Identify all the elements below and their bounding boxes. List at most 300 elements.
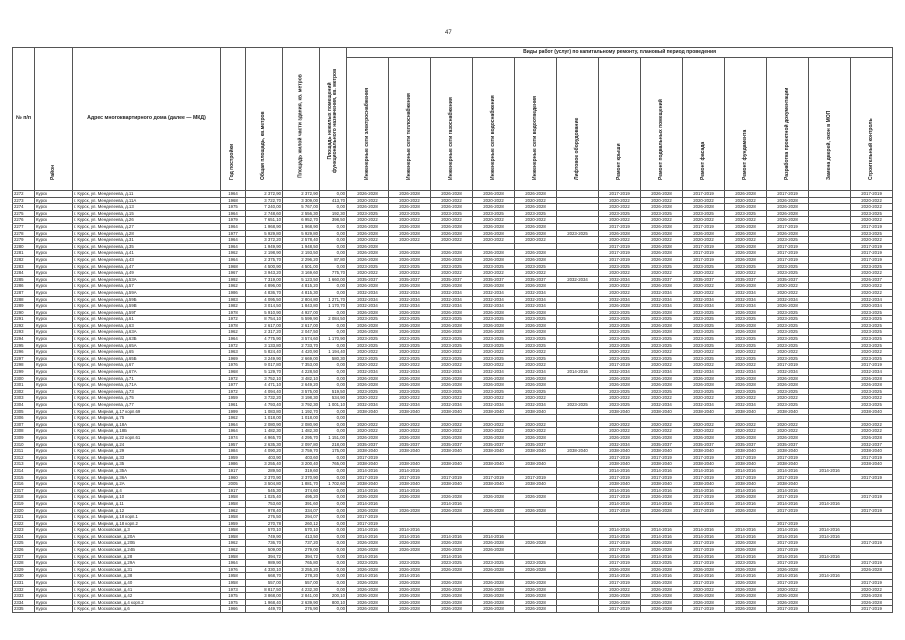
table-cell: г. Курск, ул. Менделеева, д.65Б — [73, 355, 221, 362]
table-cell — [641, 415, 683, 422]
table-cell: 2026-2028 — [389, 191, 431, 198]
table-cell: 2020-2022 — [431, 428, 473, 435]
table-cell: 2 080,90 — [283, 421, 320, 428]
table-cell — [473, 527, 515, 534]
table-cell: 2038-2040 — [473, 408, 515, 415]
table-cell: 2290 — [13, 309, 35, 316]
table-cell — [557, 283, 599, 290]
table-cell — [809, 388, 851, 395]
table-cell: 2023-2025 — [389, 263, 431, 270]
table-cell — [473, 553, 515, 560]
table-cell: 2026-2028 — [725, 599, 767, 606]
table-cell: 2023-2025 — [767, 388, 809, 395]
table-cell — [557, 467, 599, 474]
table-cell: 2020-2022 — [599, 270, 641, 277]
table-cell: 0,00 — [320, 421, 347, 428]
table-cell: 6 952,70 — [283, 217, 320, 224]
table-cell: 2017-2019 — [683, 547, 725, 554]
table-cell: 2038-2040 — [725, 448, 767, 455]
table-cell: 1 018,00 — [283, 415, 320, 422]
table-cell: г. Курск, ул. Мирная, д.12 — [73, 507, 221, 514]
table-cell — [599, 520, 641, 527]
table-cell: Курск — [35, 296, 73, 303]
table-cell: 2 370,90 — [246, 474, 283, 481]
table-cell: 2023-2025 — [431, 316, 473, 323]
table-cell: 2017-2019 — [767, 256, 809, 263]
table-cell: 1962 — [221, 547, 246, 554]
table-row — [13, 553, 893, 560]
table-cell: 2023-2025 — [767, 322, 809, 329]
table-cell: 2026-2028 — [473, 593, 515, 600]
table-cell: г. Курск, ул. Менделеева, д.71А — [73, 382, 221, 389]
table-cell: 2020-2022 — [851, 428, 893, 435]
table-row — [13, 395, 893, 402]
table-cell: 2020-2022 — [473, 270, 515, 277]
table-cell: 1986 — [221, 289, 246, 296]
table-cell: 978,40 — [246, 507, 283, 514]
table-cell: 2020-2022 — [641, 362, 683, 369]
table-cell: 2026-2028 — [347, 204, 389, 211]
table-cell: 398,50 — [320, 217, 347, 224]
table-cell: 2026-2028 — [431, 593, 473, 600]
work-column-header: Замена дверей, окон в МОП — [809, 58, 851, 191]
table-cell: 2020-2022 — [389, 237, 431, 244]
table-cell: 2017-2019 — [599, 540, 641, 547]
table-cell: 2026-2028 — [641, 586, 683, 593]
table-cell: 2038-2040 — [515, 461, 557, 468]
table-cell: 0,00 — [320, 204, 347, 211]
table-cell: 2023-2025 — [641, 388, 683, 395]
table-cell: 2014-2016 — [809, 553, 851, 560]
table-cell — [809, 223, 851, 230]
table-cell: 2032-2034 — [641, 303, 683, 310]
table-cell: 2020-2022 — [347, 362, 389, 369]
table-cell: 2026-2028 — [725, 434, 767, 441]
table-cell: 2023-2025 — [641, 263, 683, 270]
table-cell: 319,60 — [283, 467, 320, 474]
table-cell: 2014-2016 — [641, 553, 683, 560]
table-cell: 4 815,20 — [283, 283, 320, 290]
table-cell: 2020-2022 — [347, 349, 389, 356]
table-cell — [557, 520, 599, 527]
table-cell: 4 330,10 — [246, 566, 283, 573]
table-cell: 2294 — [13, 336, 35, 343]
table-cell: Курск — [35, 382, 73, 389]
table-cell — [557, 342, 599, 349]
table-cell: г. Курск, ул. Менделеева, д.35 — [73, 243, 221, 250]
table-cell — [473, 573, 515, 580]
table-cell: г. Курск, ул. Московская, д.20Б — [73, 540, 221, 547]
table-cell: 2020-2022 — [683, 362, 725, 369]
table-cell: 2301 — [13, 382, 35, 389]
table-cell: 2026-2028 — [389, 580, 431, 587]
table-cell: Курск — [35, 316, 73, 323]
table-cell: 2026-2028 — [641, 507, 683, 514]
table-cell: г. Курск, ул. Московская, д.38 — [73, 573, 221, 580]
table-cell: 2020-2022 — [347, 237, 389, 244]
table-cell: 2014-2016 — [725, 500, 767, 507]
table-cell: 1968 — [221, 369, 246, 376]
table-cell: 2026-2028 — [641, 191, 683, 198]
table-cell: 2306 — [13, 415, 35, 422]
table-cell: 2032-2034 — [515, 402, 557, 409]
table-cell: 2026-2028 — [389, 223, 431, 230]
table-cell: 2026-2028 — [599, 375, 641, 382]
table-cell — [809, 540, 851, 547]
table-row — [13, 342, 893, 349]
table-cell: Курск — [35, 210, 73, 217]
table-cell: г. Курск, ул. Московская, д.31 — [73, 566, 221, 573]
table-cell — [809, 487, 851, 494]
table-row — [13, 270, 893, 277]
table-cell: 2017-2019 — [683, 191, 725, 198]
header-row-top — [13, 48, 893, 58]
table-cell: 2 375,70 — [246, 256, 283, 263]
table-row — [13, 415, 893, 422]
table-cell: 2014-2016 — [347, 527, 389, 534]
table-cell: 2014-2016 — [767, 573, 809, 580]
table-cell: 289,50 — [246, 467, 283, 474]
table-cell: 9 017,80 — [246, 362, 283, 369]
table-row — [13, 606, 893, 613]
table-row — [13, 349, 893, 356]
table-cell: 2023-2025 — [389, 388, 431, 395]
table-cell: 2020-2022 — [851, 217, 893, 224]
table-cell: 2322 — [13, 520, 35, 527]
table-cell: 2023-2025 — [515, 355, 557, 362]
table-cell: 2026-2028 — [725, 204, 767, 211]
table-cell: 2026-2028 — [473, 547, 515, 554]
table-cell: Курск — [35, 500, 73, 507]
table-cell: 2017-2019 — [851, 362, 893, 369]
table-cell: 2026-2028 — [473, 540, 515, 547]
column-living-area-header: Площадь жилой части здания, кв. метров — [283, 48, 320, 191]
table-cell: 2281 — [13, 250, 35, 257]
table-cell: 3 309,00 — [283, 197, 320, 204]
table-cell: 1977 — [221, 230, 246, 237]
table-cell: 1964 — [221, 237, 246, 244]
table-cell: 2035-2037 — [431, 441, 473, 448]
table-cell — [809, 599, 851, 606]
table-cell: 2026-2028 — [641, 204, 683, 211]
table-cell: 1972 — [221, 388, 246, 395]
table-cell: 4 420,90 — [283, 349, 320, 356]
table-cell: 2026-2028 — [767, 210, 809, 217]
table-cell: 1962 — [221, 250, 246, 257]
table-cell: 0,00 — [320, 415, 347, 422]
table-cell: 2291 — [13, 316, 35, 323]
table-cell: г. Курск, ул. Мирная, д.35А — [73, 467, 221, 474]
table-cell — [515, 527, 557, 534]
table-cell: 2026-2028 — [389, 434, 431, 441]
table-cell: 2017-2019 — [851, 474, 893, 481]
table-cell: 2032-2034 — [389, 296, 431, 303]
table-cell: 1 025,40 — [246, 494, 283, 501]
table-cell — [557, 527, 599, 534]
table-cell: 2014-2016 — [725, 553, 767, 560]
table-row — [13, 204, 893, 211]
table-cell: 1 271,70 — [320, 296, 347, 303]
table-cell: 580,30 — [320, 355, 347, 362]
table-cell — [557, 217, 599, 224]
table-cell: 2026-2028 — [431, 586, 473, 593]
table-cell — [557, 204, 599, 211]
table-cell: 2014-2016 — [347, 500, 389, 507]
table-cell: 2026-2028 — [641, 322, 683, 329]
table-cell: 2 841,00 — [283, 593, 320, 600]
table-cell: 2014-2016 — [683, 500, 725, 507]
column-number-header: № п/п — [13, 48, 35, 191]
table-cell: г. Курск, ул. Менделеева, д.26 — [73, 217, 221, 224]
table-cell: 2017-2019 — [767, 560, 809, 567]
table-cell: 2330 — [13, 573, 35, 580]
table-cell: г. Курск, ул. Московская, д.40 — [73, 580, 221, 587]
table-cell: г. Курск, ул. Менделеева, д.49 — [73, 270, 221, 277]
table-cell: 2026-2028 — [641, 250, 683, 257]
table-cell: Курск — [35, 494, 73, 501]
table-cell: Курск — [35, 566, 73, 573]
table-cell: 1964 — [221, 243, 246, 250]
table-cell: 2017-2019 — [767, 494, 809, 501]
table-cell: 2020-2034 — [851, 303, 893, 310]
table-cell: 2026-2028 — [389, 586, 431, 593]
table-cell: 2023-2025 — [641, 560, 683, 567]
table-cell: 1964 — [221, 336, 246, 343]
table-cell: Курск — [35, 256, 73, 263]
table-cell: Курск — [35, 336, 73, 343]
table-cell: 2038-2040 — [767, 448, 809, 455]
table-cell: 2026-2028 — [725, 586, 767, 593]
table-cell: 2017-2019 — [599, 256, 641, 263]
table-cell — [557, 560, 599, 567]
table-cell — [557, 494, 599, 501]
table-cell — [515, 415, 557, 422]
table-cell: 2023-2025 — [389, 316, 431, 323]
table-cell: 278,20 — [283, 573, 320, 580]
table-cell: 2038-2040 — [767, 408, 809, 415]
table-cell: Курск — [35, 250, 73, 257]
table-cell: Курск — [35, 270, 73, 277]
table-cell: Курск — [35, 388, 73, 395]
table-cell: 1 968,40 — [246, 599, 283, 606]
table-cell: 0,00 — [320, 191, 347, 198]
table-cell — [473, 243, 515, 250]
table-cell — [557, 197, 599, 204]
work-column-header: Инженерные сети газоснабжения — [431, 58, 473, 191]
table-cell: 2026-2028 — [473, 434, 515, 441]
table-cell: 403,90 — [246, 454, 283, 461]
table-cell: 2023-2025 — [389, 210, 431, 217]
table-cell: 2023-2025 — [767, 342, 809, 349]
table-cell: 2026-2028 — [767, 303, 809, 310]
table-cell: 2026-2028 — [725, 540, 767, 547]
table-cell: 0,00 — [320, 454, 347, 461]
table-cell: 2017-2019 — [599, 223, 641, 230]
table-cell: 1972 — [221, 342, 246, 349]
table-cell: 2032-2034 — [641, 289, 683, 296]
table-cell: 2020-2022 — [851, 349, 893, 356]
table-cell: 2017-2019 — [767, 507, 809, 514]
table-cell: г. Курск, ул. Московская, д.41 — [73, 586, 221, 593]
table-cell: Курск — [35, 408, 73, 415]
table-cell: 2026-2028 — [683, 230, 725, 237]
table-cell: 2023-2025 — [347, 388, 389, 395]
table-cell: 2023-2025 — [473, 388, 515, 395]
table-row — [13, 481, 893, 488]
table-cell: 2026-2028 — [683, 593, 725, 600]
table-cell — [431, 514, 473, 521]
table-cell: Курск — [35, 474, 73, 481]
table-cell — [473, 454, 515, 461]
table-cell: 1975 — [221, 593, 246, 600]
table-cell: 2308 — [13, 428, 35, 435]
table-cell: 2020-2022 — [767, 349, 809, 356]
table-cell: 4 775,90 — [246, 336, 283, 343]
table-cell: 2026-2028 — [473, 283, 515, 290]
table-cell: Курск — [35, 329, 73, 336]
table-cell: 2020-2022 — [641, 237, 683, 244]
table-cell: 2032-2034 — [515, 289, 557, 296]
table-cell: 2026-2028 — [347, 329, 389, 336]
table-cell: 2295 — [13, 342, 35, 349]
table-cell: Курск — [35, 230, 73, 237]
table-cell: 2020-2022 — [767, 283, 809, 290]
table-cell — [557, 553, 599, 560]
table-cell: 2312 — [13, 454, 35, 461]
table-cell: г. Курск, ул. Мирная, д.2А — [73, 481, 221, 488]
table-cell: 2032-2034 — [725, 369, 767, 376]
table-cell: Курск — [35, 283, 73, 290]
table-cell — [557, 540, 599, 547]
table-cell: г. Курск, ул. Менделеева, д.47 — [73, 263, 221, 270]
table-cell: 2023-2025 — [431, 210, 473, 217]
table-cell — [557, 270, 599, 277]
table-cell: 2023-2025 — [599, 342, 641, 349]
table-cell: 1958 — [221, 553, 246, 560]
table-cell: 2038-2040 — [515, 408, 557, 415]
table-cell: 2026-2028 — [389, 329, 431, 336]
table-cell: 2023-2025 — [683, 316, 725, 323]
table-cell: 2296 — [13, 349, 35, 356]
table-cell — [557, 223, 599, 230]
table-cell — [515, 454, 557, 461]
table-cell: 2017-2019 — [683, 494, 725, 501]
table-cell: 2017-2019 — [599, 243, 641, 250]
table-cell: 2032-2034 — [473, 296, 515, 303]
table-cell: 2014-2016 — [767, 467, 809, 474]
table-row — [13, 500, 893, 507]
table-cell: 2020-2022 — [431, 197, 473, 204]
table-cell — [809, 316, 851, 323]
table-cell: 2023-2025 — [347, 336, 389, 343]
table-cell: Курск — [35, 362, 73, 369]
table-cell: 2299 — [13, 369, 35, 376]
table-cell: Курск — [35, 204, 73, 211]
table-cell: 2026-2028 — [683, 599, 725, 606]
table-cell — [809, 415, 851, 422]
table-cell: 2026-2028 — [347, 586, 389, 593]
table-cell: 2014-2016 — [767, 527, 809, 534]
table-cell: 2026-2028 — [515, 382, 557, 389]
table-cell: 403,60 — [283, 454, 320, 461]
table-cell: 3 249,90 — [246, 355, 283, 362]
table-cell: 2023-2025 — [347, 355, 389, 362]
table-cell: 4 815,30 — [283, 289, 320, 296]
table-cell: 2017-2019 — [683, 580, 725, 587]
table-row — [13, 256, 893, 263]
table-cell: 2023-2025 — [431, 342, 473, 349]
table-cell: 2026-2028 — [725, 507, 767, 514]
table-cell: 2026-2028 — [725, 223, 767, 230]
table-cell: 2032-2034 — [347, 402, 389, 409]
table-cell: 2026-2028 — [851, 375, 893, 382]
table-cell: 294,07 — [283, 514, 320, 521]
table-row — [13, 263, 893, 270]
table-cell: 1964 — [221, 256, 246, 263]
table-cell: 2014-2016 — [347, 573, 389, 580]
table-cell: Курск — [35, 415, 73, 422]
table-cell: 2023-2025 — [683, 322, 725, 329]
table-cell: 2017-2019 — [683, 540, 725, 547]
table-cell: 765,80 — [283, 560, 320, 567]
table-cell: Курск — [35, 402, 73, 409]
table-cell: 2324 — [13, 533, 35, 540]
table-cell: г. Курск, ул. Мирная, д.11 — [73, 500, 221, 507]
table-cell: 2026-2028 — [389, 382, 431, 389]
table-cell: 2032-2034 — [683, 402, 725, 409]
table-cell: г. Курск, ул. Мирная, д.24 — [73, 441, 221, 448]
table-cell: 5 929,80 — [246, 230, 283, 237]
table-cell: 1 151,00 — [320, 434, 347, 441]
table-cell — [515, 547, 557, 554]
table-cell — [809, 204, 851, 211]
table-cell: 2014-2016 — [389, 533, 431, 540]
table-cell: 2020-2022 — [683, 270, 725, 277]
table-cell: 2026-2028 — [767, 599, 809, 606]
table-cell: 2286 — [13, 283, 35, 290]
table-cell — [557, 533, 599, 540]
table-cell: 2014-2016 — [431, 533, 473, 540]
table-cell: 495,20 — [283, 494, 320, 501]
table-cell: 2313 — [13, 461, 35, 468]
table-cell: 2038-2040 — [515, 481, 557, 488]
table-cell: 2020-2022 — [725, 421, 767, 428]
table-cell: 1962 — [221, 540, 246, 547]
table-cell: 2026-2028 — [725, 243, 767, 250]
table-cell: 2035-2037 — [473, 276, 515, 283]
table-cell: 2026-2028 — [851, 434, 893, 441]
table-row — [13, 375, 893, 382]
table-cell: 2020-2022 — [641, 395, 683, 402]
table-cell: 2026-2028 — [473, 322, 515, 329]
table-cell: 2 193,50 — [283, 250, 320, 257]
table-cell: Курск — [35, 487, 73, 494]
table-row — [13, 494, 893, 501]
table-cell: 2331 — [13, 580, 35, 587]
table-cell: 0,00 — [320, 283, 347, 290]
table-cell: 0,00 — [320, 322, 347, 329]
table-cell: 2026-2028 — [725, 283, 767, 290]
table-cell — [851, 553, 893, 560]
table-cell: Курск — [35, 560, 73, 567]
table-cell: 2026-2028 — [767, 593, 809, 600]
table-cell: 2282 — [13, 256, 35, 263]
table-cell — [725, 415, 767, 422]
table-cell: 2026-2028 — [473, 606, 515, 613]
table-cell: Курск — [35, 573, 73, 580]
table-cell: 2023-2025 — [767, 270, 809, 277]
table-cell: 2023-2025 — [599, 402, 641, 409]
